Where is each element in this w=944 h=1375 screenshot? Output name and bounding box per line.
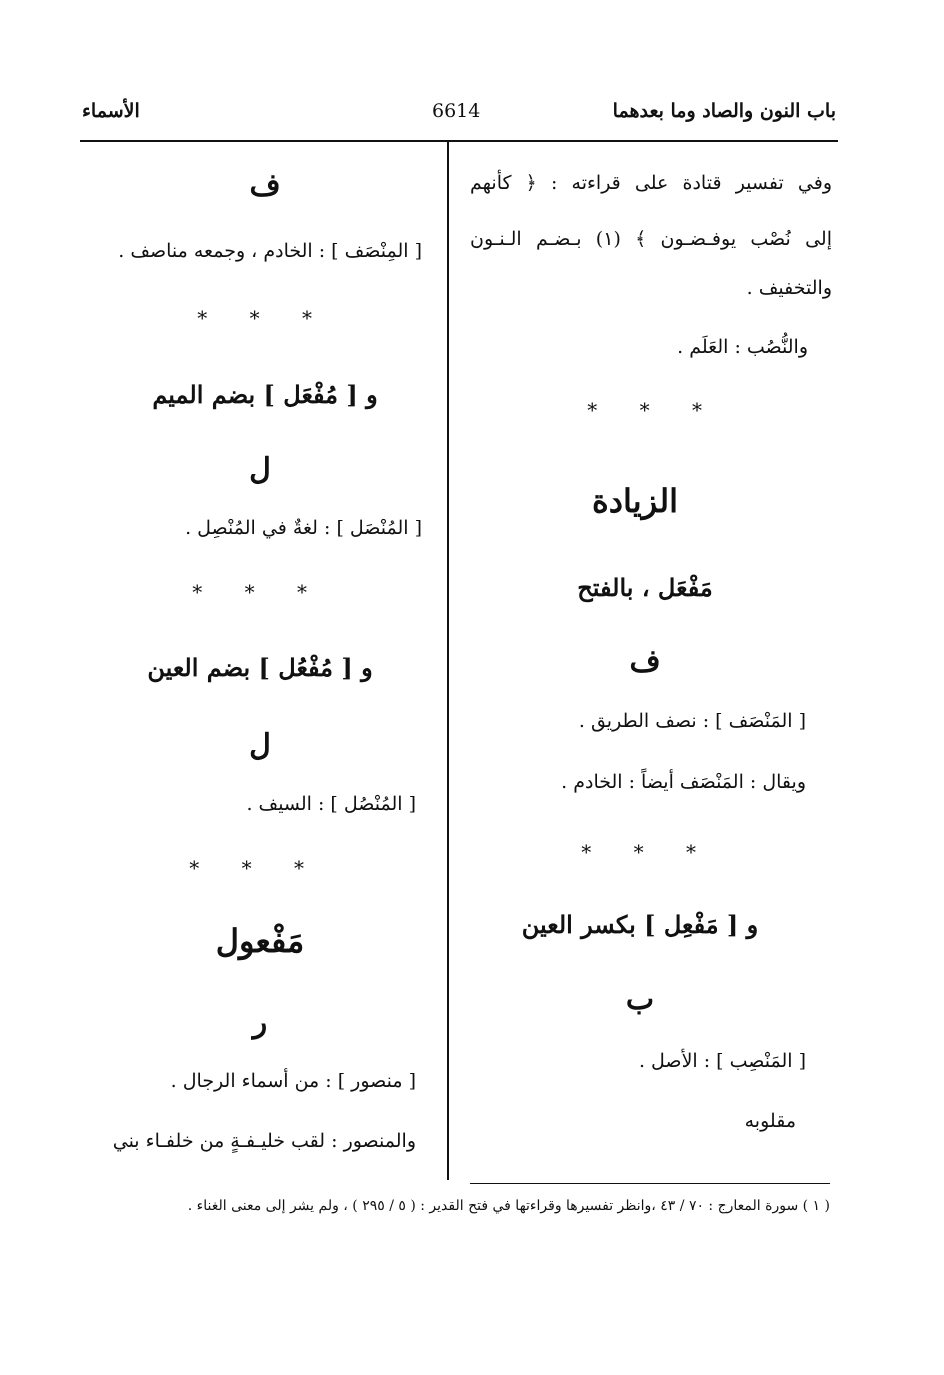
section-heading: مَفْعول: [215, 922, 305, 960]
pattern-heading: و [ مُفْعُل ] بضم العين: [147, 653, 373, 682]
entry-nusub: والنُّصُب : العَلَم .: [677, 336, 808, 358]
quote-line-3: والتخفيف .: [746, 277, 832, 299]
running-header-right: باب النون والصاد وما بعدهما: [612, 100, 836, 122]
header-rule: [80, 140, 838, 142]
letter-heading: ل: [249, 728, 271, 763]
section-stars: * * *: [581, 840, 714, 864]
entry-mansaf-khadim: ويقال : المَنْصَف أيضاً : الخادم .: [561, 771, 806, 793]
section-stars: * * *: [189, 856, 322, 880]
section-stars: * * *: [587, 398, 720, 422]
quote-line-1: وفي تفسير قتادة على قراءته : ﴿ كأنهم: [470, 172, 832, 194]
column-divider: [447, 142, 449, 1180]
letter-heading: ب: [625, 982, 655, 1017]
entry-maqlub: مقلوبه: [744, 1110, 796, 1132]
entry-mansaf: [ المَنْصَف ] : نصف الطريق .: [578, 710, 806, 732]
pattern-heading: و [ مُفْعَل ] بضم الميم: [152, 380, 378, 409]
running-header-left: الأسماء: [82, 100, 140, 122]
entry-al-mansur: والمنصور : لقب خليـفـةٍ من خلفـاء بني: [112, 1130, 416, 1152]
pattern-heading: و [ مَفْعِل ] بكسر العين: [521, 910, 759, 939]
entry-mansib: [ المَنْصِب ] : الأصل .: [638, 1050, 806, 1072]
entry-minsaf: [ المِنْصَف ] : الخادم ، وجمعه مناصف .: [118, 240, 422, 262]
page-number: 6614: [432, 100, 481, 122]
entry-munsul: [ المُنْصُل ] : السيف .: [246, 793, 416, 815]
pattern-heading: مَفْعَل ، بالفتح: [577, 573, 713, 602]
section-stars: * * *: [197, 306, 330, 330]
section-stars: * * *: [192, 580, 325, 604]
footnote: ( ١ ) سورة المعارج : ٧٠ / ٤٣ ،وانظر تفسيرها وقراءتها في فتح القدير : ( ٥ / ٢٩٥ ) ، ولم يشر إلى معنى الغناء .: [187, 1198, 830, 1214]
section-heading: الزيادة: [592, 482, 678, 520]
footnote-rule: [470, 1183, 830, 1184]
entry-munsal: [ المُنْصَل ] : لغةٌ في المُنْصِل .: [185, 517, 422, 539]
letter-heading: ف: [629, 644, 661, 679]
entry-mansur: [ منصور ] : من أسماء الرجال .: [170, 1070, 416, 1092]
letter-heading: ف: [249, 168, 281, 203]
letter-heading: ر: [252, 1005, 268, 1040]
letter-heading: ل: [249, 452, 271, 487]
quote-line-2: إلى نُصْب يوفـضـون ﴾ (١) بـضـم الـنـون: [470, 228, 832, 250]
